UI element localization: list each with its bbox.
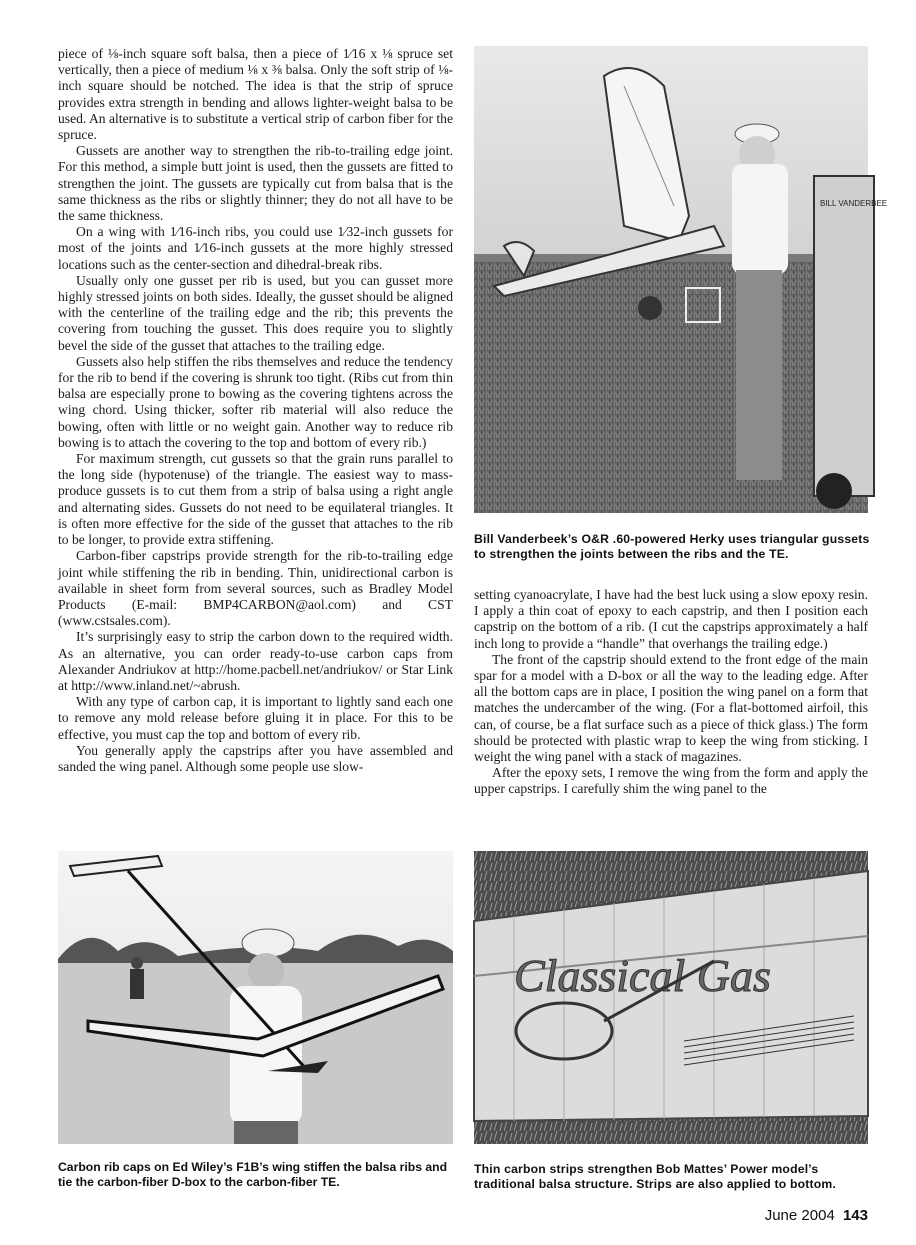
herky-caption: Bill Vanderbeek’s O&R .60-powered Herky uses triangular gussets to strengthen the joints between the ribs and the TE. (474, 532, 870, 561)
paragraph: Carbon-fiber capstrips provide strength for the rib-to-trailing edge joint while stiffening the rib in bending. Thin, unidirectional carbon is available in sheet form from several sources, such as Bradley Model Products (E-mail: BMP4CARBON@aol.com) and CST (www.cstsales.com). (58, 548, 453, 629)
page-number: 143 (842, 1207, 868, 1224)
page-footer (765, 1207, 868, 1224)
herky-photo (474, 46, 888, 513)
trailer-label: BILL VANDERBEE (820, 199, 888, 208)
paragraph: Gussets are another way to strengthen the rib-to-trailing edge joint. For this method, a simple butt joint is used, then the gussets are fitted to strengthen the joint. The gussets are typically cut from balsa that is the same thickness as the ribs or slightly thinner; they do not all have to be the same thickness. (58, 143, 453, 224)
paragraph: For maximum strength, cut gussets so that the grain runs parallel to the long side (hypotenuse) of the triangle. The easiest way to mass-produce gussets is to cut them from a strip of balsa using a right angle and alternating sides. Gussets do not need to be equilateral triangles. It is often more effective for the side of the gusset that attaches to the rib to be longer, to provide extra stiffening. (58, 451, 453, 548)
herky-photo-illustration (474, 46, 888, 513)
wing-lettering: Classical Gas (514, 950, 771, 1001)
paragraph: Gussets also help stiffen the ribs themselves and reduce the tendency for the rib to bend if the covering is shrunk too tight. (Ribs cut from thin balsa are especially prone to bowing as the covering tightens across the wing chord. Using thicker, softer rib material will also reduce the bowing, often with little or no weight gain. Another way to reduce rib bowing is to attach the covering to the top and bottom of every rib.) (58, 353, 453, 450)
right-text-column (474, 587, 868, 798)
paragraph: It’s surprisingly easy to strip the carbon down to the required width. As an alternative, you can order ready-to-use carbon caps from Alexander Andriukov at http://home.pacbell.net/andriukov/ or Star Link at http://www.inland.net/~abrush. (58, 629, 453, 693)
f1b-caption: Carbon rib caps on Ed Wiley’s F1B’s wing stiffen the balsa ribs and tie the carbon-fiber D-box to the carbon-fiber TE. (58, 1160, 448, 1189)
f1b-photo (58, 851, 453, 1144)
f1b-photo-illustration (58, 851, 453, 1144)
paragraph: With any type of carbon cap, it is important to lightly sand each one to remove any mold release before gluing it in place. For this to be effective, you must cap the top and bottom of every rib. (58, 694, 453, 742)
paragraph: After the epoxy sets, I remove the wing from the form and apply the upper capstrips. I carefully shim the wing panel to the (474, 765, 868, 797)
paragraph: setting cyanoacrylate, I have had the best luck using a slow epoxy resin. I apply a thin coat of epoxy to each capstrip, and then I position each capstrip on the bottom of a rib. (I cut the capstrips approximately a half inch long to provide a “handle” that overhangs the trailing edge.) (474, 587, 868, 651)
paragraph: Usually only one gusset per rib is used, but you can gusset more highly stressed joints on both sides. Ideally, the gusset should be aligned with the centerline of the trailing edge and the rib; this prevents the covering from touching the gusset. This does require you to slightly bevel the side of the gusset that attaches to the trailing edge. (58, 272, 453, 353)
issue-date: June 2004 (764, 1207, 835, 1224)
paragraph: You generally apply the capstrips after you have assembled and sanded the wing panel. Although some people use slow- (58, 742, 453, 774)
classical-gas-caption: Thin carbon strips strengthen Bob Mattes’ Power model’s traditional balsa structure. Strips are also applied to bottom. (474, 1162, 837, 1191)
left-text-column (58, 46, 453, 775)
classical-gas-photo (474, 851, 868, 1144)
paragraph: The front of the capstrip should extend to the front edge of the main spar for a model with a D-box or all the way to the leading edge. After all the bottom caps are in place, I position the wing panel on a form that matches the undercamber of the wing. (For a flat-bottomed airfoil, this can, of course, be a flat surface such as a piece of thick glass.) The form should be protected with plastic wrap to keep the wing from sticking. I weight the wing panel with a stack of magazines. (474, 651, 868, 765)
classical-gas-photo-illustration (474, 851, 868, 1144)
paragraph: On a wing with 1⁄16-inch ribs, you could use 1⁄32-inch gussets for most of the joints and 1⁄16-inch gussets at the more highly stressed locations such as the center-section and dihedral-break ribs. (58, 224, 453, 272)
paragraph: piece of ⅛-inch square soft balsa, then a piece of 1⁄16 x ⅛ spruce set vertically, then a piece of medium ⅛ x ⅜ balsa. Only the soft strip of ⅛-inch square should be notched. The idea is that the strip of spruce provides extra strength in bending and allows lighter-weight balsa to be used. An alternative is to substitute a vertical strip of carbon fiber for the spruce. (58, 46, 453, 143)
